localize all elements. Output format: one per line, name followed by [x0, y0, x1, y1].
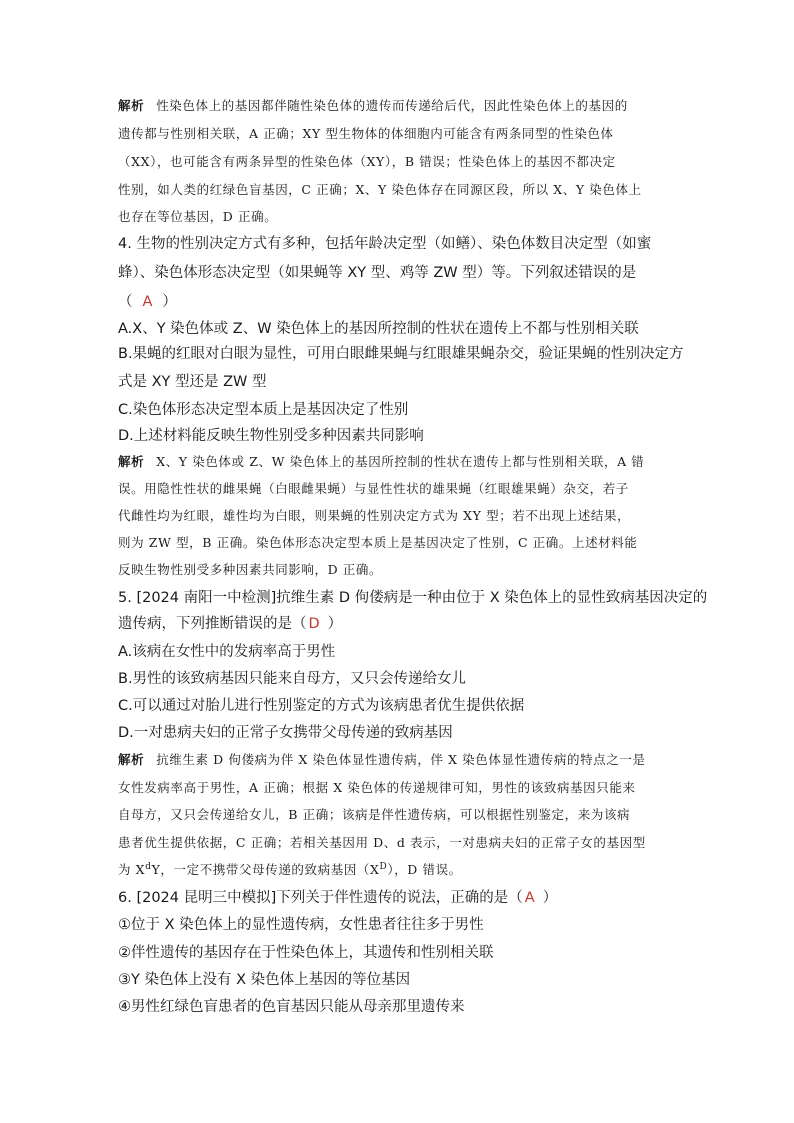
- question-6-answer: A: [524, 890, 535, 906]
- question-4-option-c: C.染色体形态决定型本质上是基因决定了性别: [118, 402, 409, 418]
- explanation-line: [118, 750, 646, 768]
- superscript: D: [379, 861, 388, 872]
- explanation-line: [118, 860, 462, 878]
- explanation-line: 遗传都与性别相关联，A 正确；XY 型生物体的体细胞内可能含有两条同型的性染色体: [118, 126, 614, 141]
- explanation-text: ），D 错误。: [387, 862, 462, 877]
- question-5-answer: D: [308, 616, 320, 632]
- bracket-close: ）: [542, 890, 558, 906]
- question-5-stem-text: 遗传病，下列推断错误的是（: [118, 616, 307, 632]
- explanation-line: 患者优生提供依据，C 正确；若相关基因用 D、d 表示，一对患病夫妇的正常子女的基因型: [118, 835, 646, 850]
- superscript: d: [145, 861, 152, 872]
- explanation-label: 解析: [118, 752, 145, 767]
- question-5-option-b: B.男性的该致病基因只能来自母方，又只会传递给女儿: [118, 671, 467, 687]
- question-4-stem: 4. 生物的性别决定方式有多种，包括年龄决定型（如鳝）、染色体数目决定型（如蜜: [118, 236, 652, 252]
- explanation-line: [118, 96, 628, 114]
- bracket-close: ）: [162, 294, 177, 310]
- explanation-text: X、Y 染色体或 Z、W 染色体上的基因所控制的性状在遗传上都与性别相关联，A 错: [156, 454, 645, 469]
- question-6-item-2: ②伴性遗传的基因存在于性染色体上，其遗传和性别相关联: [118, 945, 494, 961]
- question-6-item-4: ④男性红绿色盲患者的色盲基因只能从母亲那里遗传来: [118, 999, 465, 1015]
- question-5-option-d: D.一对患病夫妇的正常子女携带父母传递的致病基因: [118, 725, 453, 741]
- explanation-line: 误。用隐性性状的雌果蝇（白眼雌果蝇）与显性性状的雄果蝇（红眼雄果蝇）杂交，若子: [118, 481, 629, 496]
- question-5-option-a: A.该病在女性中的发病率高于男性: [118, 644, 336, 660]
- bracket-open: （: [118, 294, 133, 310]
- explanation-line: 反映生物性别受多种因素共同影响，D 正确。: [118, 562, 383, 577]
- question-4-option-b-cont: 式是 XY 型还是 ZW 型: [118, 374, 267, 390]
- explanation-line: 也存在等位基因，D 正确。: [118, 209, 278, 224]
- explanation-text: Y，一定不携带父母传递的致病基因（X: [151, 862, 380, 877]
- question-4-answer: A: [142, 294, 153, 310]
- explanation-text: 为 X: [118, 862, 146, 877]
- question-6-item-1: ①位于 X 染色体上的显性遗传病，女性患者往往多于男性: [118, 917, 484, 933]
- explanation-line: 代雌性均为红眼，雄性均为白眼，则果蝇的性别决定方式为 XY 型；若不出现上述结果，: [118, 508, 631, 523]
- explanation-line: 自母方，又只会传递给女儿，B 正确；该病是伴性遗传病，可以根据性别鉴定，来为该病: [118, 807, 631, 822]
- bracket-close: ）: [327, 616, 343, 632]
- question-4-answer-line: [118, 290, 177, 311]
- explanation-line: 性别，如人类的红绿色盲基因，C 正确；X、Y 染色体存在同源区段，所以 X、Y 染色体上: [118, 182, 642, 197]
- explanation-line: （XX），也可能含有两条异型的性染色体（XY），B 错误；性染色体上的基因不都决定: [118, 154, 616, 169]
- explanation-line: [118, 452, 644, 470]
- question-6-stem-text: 6. [2024 昆明三中模拟]下列关于伴性遗传的说法，正确的是（: [118, 890, 523, 906]
- explanation-text: 抗维生素 D 佝偻病为伴 X 染色体显性遗传病，伴 X 染色体显性遗传病的特点之一是: [156, 752, 646, 767]
- explanation-label: 解析: [118, 454, 145, 469]
- question-4-option-b: B.果蝇的红眼对白眼为显性，可用白眼雌果蝇与红眼雄果蝇杂交，验证果蝇的性别决定方: [118, 346, 684, 362]
- question-6-item-3: ③Y 染色体上没有 X 染色体上基因的等位基因: [118, 972, 411, 988]
- question-5-stem: 5. [2024 南阳一中检测]抗维生素 D 佝偻病是一种由位于 X 染色体上的显性致病基因决定的: [118, 590, 708, 606]
- question-4-option-a: A.X、Y 染色体或 Z、W 染色体上的基因所控制的性状在遗传上不都与性别相关联: [118, 321, 639, 337]
- explanation-text: 性染色体上的基因都伴随性染色体的遗传而传递给后代，因此性染色体上的基因的: [156, 98, 628, 113]
- explanation-label: 解析: [118, 98, 145, 113]
- question-6-stem: [118, 886, 557, 907]
- question-4-option-d: D.上述材料能反映生物性别受多种因素共同影响: [118, 428, 424, 444]
- explanation-line: 女性发病率高于男性，A 正确；根据 X 染色体的传递规律可知，男性的该致病基因只能来: [118, 780, 636, 795]
- question-4-stem: 蜂）、染色体形态决定型（如果蝇等 XY 型、鸡等 ZW 型）等。下列叙述错误的是: [118, 265, 637, 281]
- question-5-stem: [118, 612, 342, 633]
- explanation-line: 则为 ZW 型，B 正确。染色体形态决定型本质上是基因决定了性别，C 正确。上述材料能: [118, 535, 638, 550]
- question-5-option-c: C.可以通过对胎儿进行性别鉴定的方式为该病患者优生提供依据: [118, 698, 525, 714]
